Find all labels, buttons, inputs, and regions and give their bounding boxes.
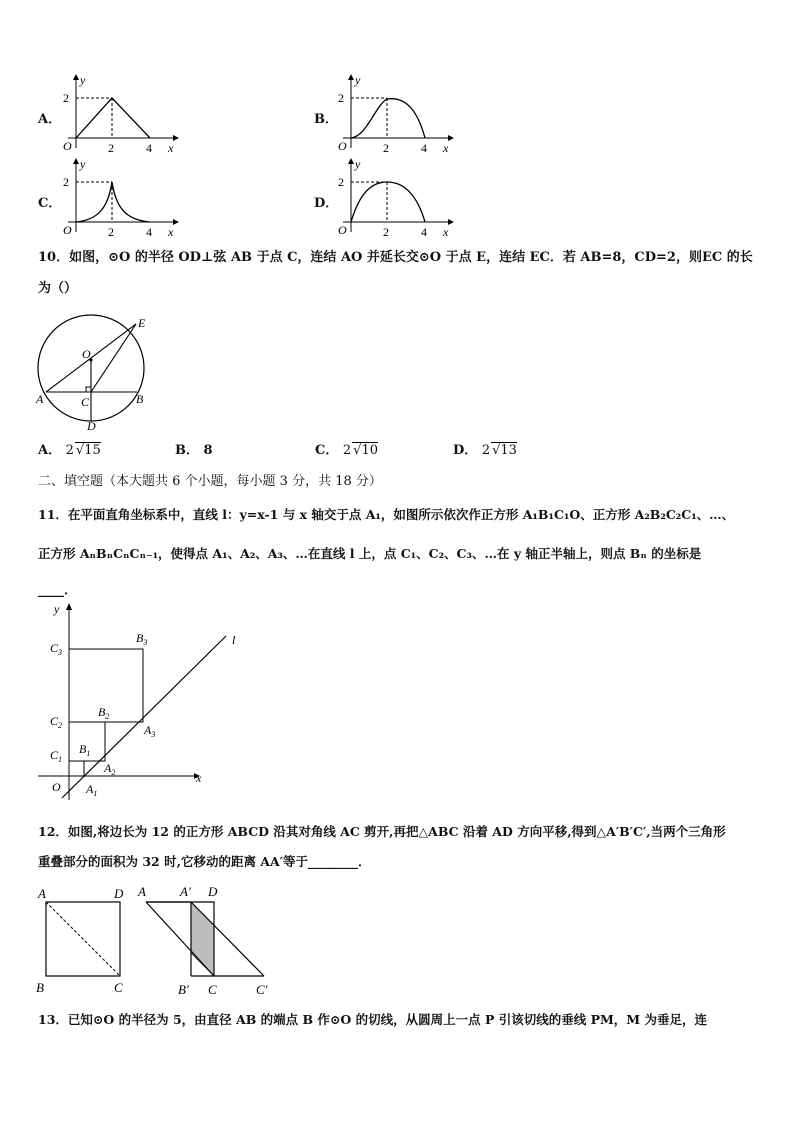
q10-option-a[interactable]: [38, 442, 101, 460]
svg-text:4: 4: [421, 225, 427, 238]
q10-question-line1: 10．如图，⊙O 的半径 OD⊥弦 AB 于点 C，连结 AO 并延长交⊙O 于点 E，连结 EC．若 AB=8，CD=2，则EC 的长: [38, 250, 753, 265]
q11-squares-figure: [36, 600, 246, 812]
svg-text:x: x: [168, 141, 174, 154]
svg-text:D: D: [114, 886, 124, 901]
q10-option-a-letter: A．: [38, 443, 62, 458]
svg-text:B1: $B_1$: [79, 742, 91, 758]
svg-text:C: C: [81, 395, 90, 409]
svg-text:A1: $A_1$: [86, 782, 98, 798]
svg-text:C: C: [208, 982, 217, 997]
svg-text:C3: $C_3$: [50, 641, 63, 657]
svg-text:y: y: [355, 73, 361, 87]
svg-text:C2: $C_2$: [50, 714, 63, 730]
svg-text:A: A: [138, 884, 146, 899]
svg-text:2: 2: [383, 225, 389, 238]
q10-option-d[interactable]: [453, 442, 517, 460]
q9-option-a-label[interactable]: A．: [38, 112, 62, 127]
q10-option-c-coef: 2: [342, 443, 352, 458]
q10-option-d-coef: 2: [481, 443, 491, 458]
svg-text:O: O: [63, 139, 72, 153]
q10-option-c-radicand: 10: [361, 443, 379, 458]
svg-text:4: 4: [421, 141, 427, 154]
q10-option-c-letter: C．: [315, 443, 339, 458]
svg-text:2: 2: [63, 175, 69, 189]
q10-question-line2: 为（）: [38, 281, 78, 296]
svg-text:B′: B′: [178, 982, 189, 997]
svg-text:O: O: [82, 347, 91, 361]
svg-text:y: y: [80, 73, 86, 87]
svg-text:2: 2: [383, 141, 389, 154]
q9-option-b-graph[interactable]: [333, 72, 458, 154]
q10-option-b-letter: B．: [175, 443, 199, 458]
section-heading-fill-in: 二、填空题（本大题共 6 个小题，每小题 3 分，共 18 分）: [38, 474, 382, 489]
svg-text:A3: $A_3$: [144, 723, 156, 739]
svg-text:l: l: [232, 633, 236, 647]
svg-text:y: y: [54, 602, 60, 616]
svg-text:4: 4: [146, 225, 152, 238]
svg-text:B2: $B_2$: [98, 705, 110, 721]
q12-question-line1: 12．如图,将边长为 12 的正方形 ABCD 沿其对角线 AC 剪开,再把△ABC 沿着 AD 方向平移,得到△A′B′C′,当两个三角形: [38, 824, 726, 839]
svg-text:2: 2: [63, 91, 69, 105]
svg-text:B: B: [136, 392, 144, 406]
q11-answer-blank[interactable]: ____．: [38, 583, 78, 598]
svg-text:2: 2: [108, 141, 114, 154]
q10-option-b[interactable]: [175, 442, 213, 460]
q11-question-line1: 11．在平面直角坐标系中，直线 l：y=x-1 与 x 轴交于点 A₁，如图所示依次作正方形 A₁B₁C₁O、正方形 A₂B₂C₂C₁、…、: [38, 507, 735, 522]
q10-option-c-sqrt: √10: [353, 443, 379, 458]
svg-text:y: y: [80, 157, 86, 171]
svg-text:A′: A′: [180, 884, 191, 899]
svg-text:D: D: [87, 419, 96, 432]
q12-translation-figure: [134, 880, 284, 998]
q9-option-d-label[interactable]: D．: [314, 196, 339, 211]
svg-text:E: E: [138, 316, 146, 330]
svg-text:4: 4: [146, 141, 152, 154]
q9-option-c-label[interactable]: C．: [38, 196, 62, 211]
q13-question-line1: 13．已知⊙O 的半径为 5，由直径 AB 的端点 B 作⊙O 的切线，从圆周上一点 P 引该切线的垂线 PM，M 为垂足，连: [38, 1012, 707, 1027]
svg-text:A2: $A_2$: [104, 761, 116, 777]
svg-text:x: x: [443, 141, 449, 154]
svg-text:D: D: [208, 884, 218, 899]
q9-option-a-graph[interactable]: [58, 72, 183, 154]
q9-option-b-label[interactable]: B．: [314, 112, 338, 127]
svg-text:B3: $B_3$: [136, 631, 148, 647]
svg-text:A: A: [36, 392, 44, 406]
q9-option-d-graph[interactable]: [333, 156, 458, 238]
q12-square-figure: [34, 880, 144, 998]
q10-option-d-sqrt: √13: [492, 443, 517, 458]
svg-text:C′: C′: [256, 982, 268, 997]
q10-option-d-radicand: 13: [500, 443, 517, 458]
svg-text:O: O: [52, 780, 61, 794]
q12-question-line2: 重叠部分的面积为 32 时,它移动的距离 AA′等于________．: [38, 854, 371, 869]
q10-option-a-sqrt: √15: [75, 443, 101, 458]
svg-text:C1: $C_1$: [50, 748, 63, 764]
svg-text:x: x: [168, 225, 174, 238]
svg-text:O: O: [338, 139, 347, 153]
q10-option-d-letter: D．: [453, 443, 478, 458]
q10-option-a-coef: 2: [65, 443, 74, 458]
svg-text:x: x: [443, 225, 449, 238]
svg-text:x: x: [196, 771, 202, 785]
q11-question-line2: 正方形 AₙBₙCₙCₙ₋₁，使得点 A₁、A₂、A₃、…在直线 l 上，点 C₁、C₂、C₃、…在 y 轴正半轴上，则点 Bₙ 的坐标是: [38, 546, 702, 561]
svg-text:O: O: [338, 223, 347, 237]
svg-text:O: O: [63, 223, 72, 237]
q10-option-c[interactable]: [315, 442, 378, 460]
q10-option-b-value: 8: [203, 443, 213, 458]
q10-circle-figure: [30, 312, 165, 432]
svg-text:A: A: [38, 886, 46, 901]
svg-text:2: 2: [338, 91, 344, 105]
svg-text:B: B: [36, 980, 44, 995]
q10-option-a-radicand: 15: [84, 443, 101, 458]
svg-text:C: C: [114, 980, 123, 995]
svg-text:y: y: [355, 157, 361, 171]
q9-option-c-graph[interactable]: [58, 156, 183, 238]
svg-text:2: 2: [108, 225, 114, 238]
svg-text:2: 2: [338, 175, 344, 189]
